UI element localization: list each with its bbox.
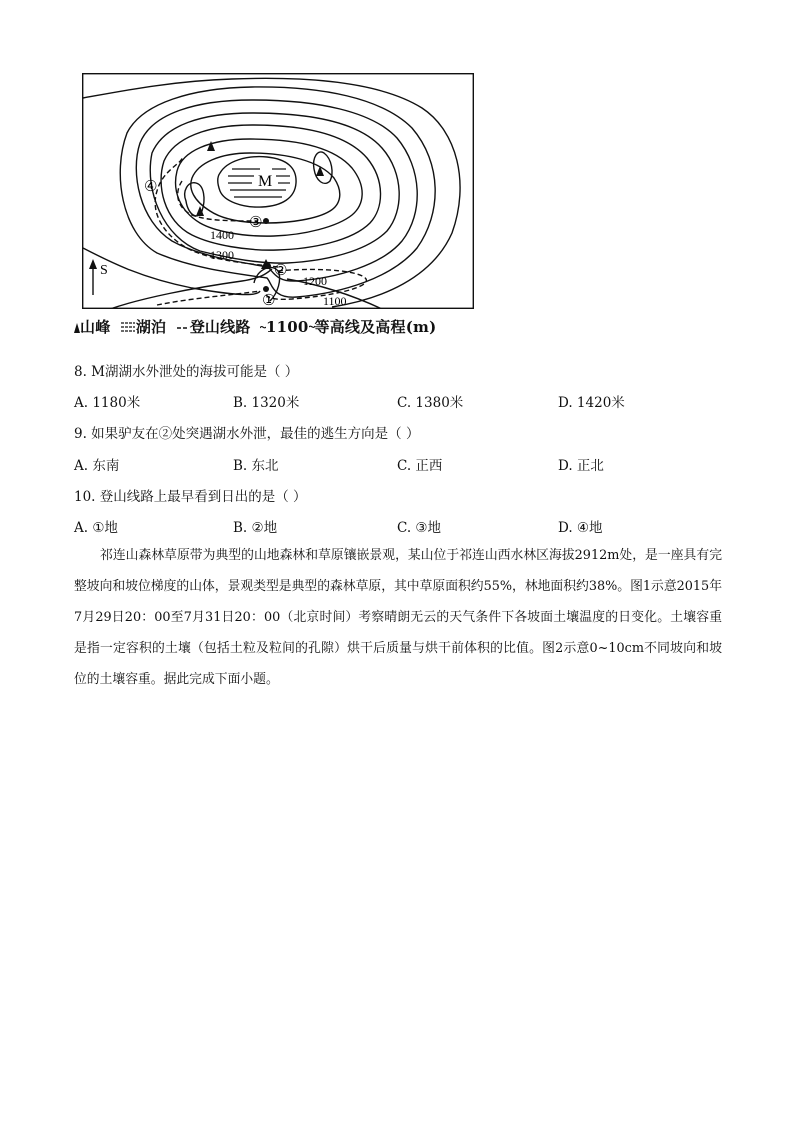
legend-peak — [74, 316, 110, 337]
lake-legend-icon — [120, 321, 136, 333]
q10-option-d: D. ④地 — [558, 520, 603, 536]
contour-label-1200: 1200 — [303, 274, 327, 288]
direction-label: S — [100, 263, 108, 278]
passage-paragraph: 祁连山森林草原带为典型的山地森林和草原镶嵌景观，某山位于祁连山西水林区海拔2912m处，是一座具有完整坡向和坡位梯度的山体，景观类型是典型的森林草原，其中草原面积约55%，林地面积约38%。图1示意2015年7月29日20：00至7月31日20：00（北京时间）考察晴朗无云的天气条件下各坡面土壤温度的日变化。土壤容重是指一定容积的土壤（包括土粒及粒间的孔隙）烘干后质量与烘干前体积的比值。图2示意0~10cm不同坡向和坡位的土壤容重。据此完成下面小题。 — [74, 548, 722, 687]
route-legend-icon — [176, 322, 190, 332]
legend-route-label: 登山线路 — [189, 318, 251, 336]
legend-contour-label: 等高线及高程(m) — [314, 318, 437, 336]
q10-option-a: A. ①地 — [74, 520, 118, 536]
question-8-stem: 8. M湖湖水外泄处的海拔可能是（ ） — [74, 364, 299, 380]
legend-lake-label: 湖泊 — [135, 318, 167, 336]
map-legend — [74, 316, 440, 337]
q8-option-a: A. 1180米 — [74, 395, 141, 411]
contour-label-1400: 1400 — [210, 228, 234, 242]
lake-label: M — [258, 173, 273, 190]
question-10-stem: 10. 登山线路上最早看到日出的是（ ） — [74, 489, 307, 505]
question-9-stem: 9. 如果驴友在②处突遇湖水外泄，最佳的逃生方向是（ ） — [74, 426, 420, 442]
route-point — [263, 218, 269, 224]
contour-map — [82, 73, 474, 309]
q9-option-a: A. 东南 — [74, 458, 120, 474]
q10-option-c: C. ③地 — [397, 520, 442, 536]
legend-lake — [120, 316, 166, 337]
legend-contour — [260, 316, 436, 337]
point-4-label: ④ — [144, 177, 158, 195]
q9-option-d: D. 正北 — [558, 458, 604, 474]
route-point — [265, 263, 271, 269]
legend-contour-value: 1100 — [265, 318, 309, 336]
direction-arrow — [89, 259, 97, 295]
peak-icon — [316, 166, 324, 176]
legend-route — [176, 316, 251, 337]
contour-map-svg — [82, 73, 474, 309]
point-1-label: ① — [262, 291, 276, 309]
point-3-label: ③ — [249, 213, 263, 231]
legend-peak-label: 山峰 — [80, 318, 111, 336]
point-2-label: ② — [274, 261, 288, 279]
q8-option-b: B. 1320米 — [233, 395, 300, 411]
contour-label-1100: 1100 — [323, 294, 347, 308]
q9-option-b: B. 东北 — [233, 458, 279, 474]
q8-option-c: C. 1380米 — [397, 395, 464, 411]
q10-option-b: B. ②地 — [233, 520, 278, 536]
q9-option-c: C. 正西 — [397, 458, 443, 474]
q8-option-d: D. 1420米 — [558, 395, 625, 411]
contour-label-1300: 1300 — [210, 248, 234, 262]
contour-line — [218, 157, 296, 207]
